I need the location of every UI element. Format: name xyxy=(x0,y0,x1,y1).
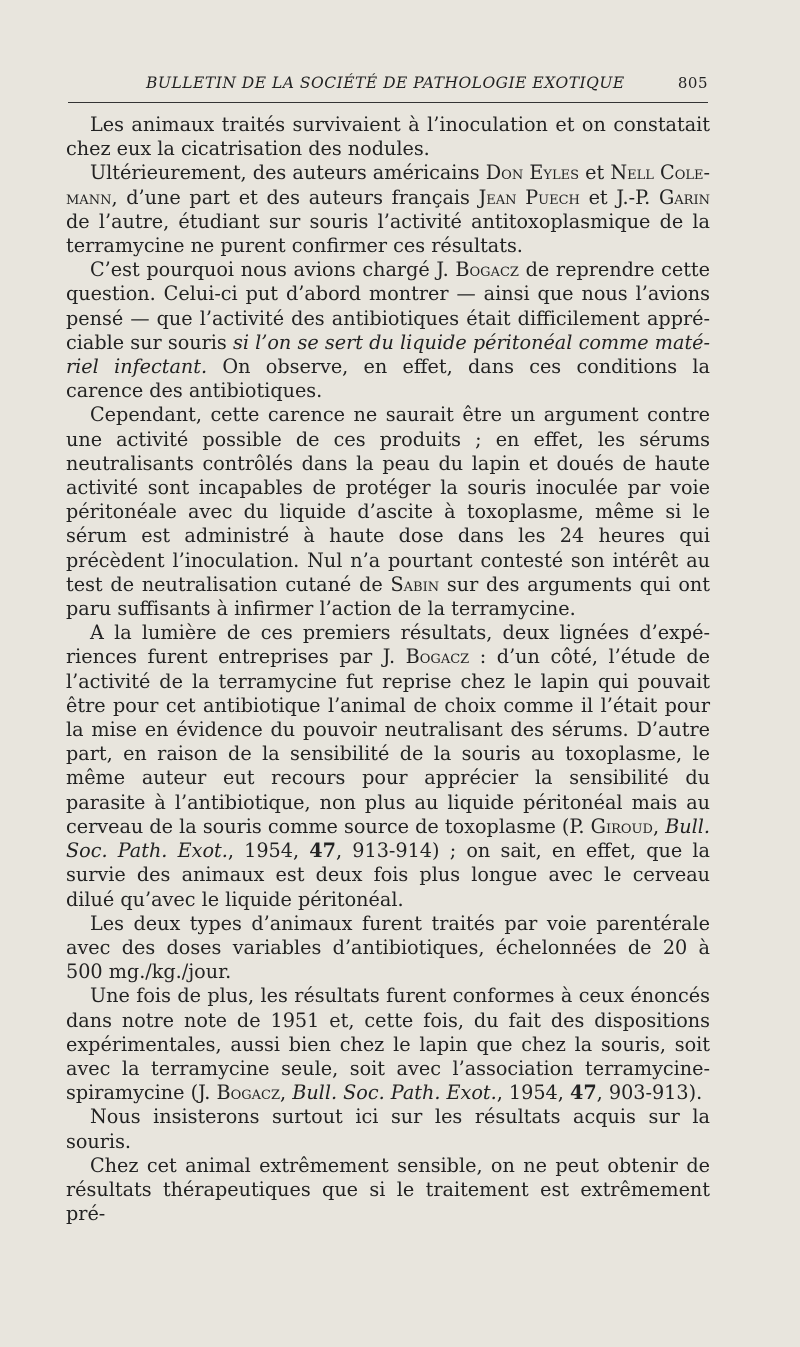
text-run: , 1954, xyxy=(496,1081,570,1105)
text-run: , d’une part et des auteurs français xyxy=(111,185,479,209)
journal-citation: Bull. Soc. Path. Exot. xyxy=(66,814,710,863)
author-name: Bogacz xyxy=(455,258,519,282)
text-run: et J.-P. xyxy=(579,185,659,209)
author-name: Garin xyxy=(658,185,710,209)
author-name: Sabin xyxy=(390,572,440,596)
text-run: et xyxy=(578,161,611,185)
text-run: sur des arguments qui ont paru suffisants à infirmer l’action de la terramycine. xyxy=(66,572,710,621)
journal-citation: Bull. Soc. Path. Exot. xyxy=(292,1081,497,1105)
paragraph-5 xyxy=(66,621,710,911)
paragraph-3 xyxy=(66,258,710,403)
article-body xyxy=(66,113,710,1226)
text-run: Ultérieurement, des auteurs américains xyxy=(90,161,486,185)
author-name: Giroud xyxy=(590,814,653,838)
paragraph-6: Les deux types d’animaux furent traités par voie parentérale avec des doses variables d’antibiotiques, échelonnées de 20 à 500 mg./kg./jour. xyxy=(66,911,710,984)
text-run: , 903-913). xyxy=(596,1081,703,1105)
paragraph-9: Chez cet animal extrêmement sensible, on ne peut obtenir de résultats thérapeutiques que si le traitement est extrêmement pré- xyxy=(66,1153,710,1226)
journal-title: BULLETIN DE LA SOCIÉTÉ DE PATHOLOGIE EXOTIQUE xyxy=(146,74,625,92)
text-run: C’est pourquoi nous avions chargé J. xyxy=(90,258,456,282)
header-rule xyxy=(68,102,708,103)
author-name: Don Eyles xyxy=(485,161,579,185)
paragraph-8: Nous insisterons surtout ici sur les résultats acquis sur la souris. xyxy=(66,1105,710,1153)
text-run: : d’un côté, l’étude de l’activité de la terramycine fut reprise chez le lapin qui pouvait être pour cet antibiotique l’animal de choix comme il l’était pour la mise en évidence du pouvoir neutralisant des sérums. D’autre part, en raison de la sensibilité de la souris au toxoplasme, le même auteur eut recours pour apprécier la sensibilité du parasite à l’antibiotique, non plus au liquide péritonéal mais au cerveau de la souris comme source de toxoplasme (P. xyxy=(66,645,710,838)
author-name: Bogacz xyxy=(405,645,470,669)
volume-number: 47 xyxy=(569,1081,597,1105)
text-run: Cependant, cette carence ne saurait être un argument contre une activité possible de ces produits ; en effet, les sérums neutralisants contrôlés dans la peau du lapin et doués de haute activité sont incapables de protéger la souris inoculée par voie péritonéale avec du liquide d’ascite à toxoplasme, même si le sérum est administré à haute dose dans les 24 heures qui précèdent l’inoculation. Nul n’a pourtant contesté son intérêt au test de neutralisation cutané de xyxy=(66,403,710,596)
paragraph-2 xyxy=(66,161,710,258)
text-run: de reprendre cette question. Celui-ci put d’abord montrer — ainsi que nous l’avions pensé — que l’activité des antibiotiques était difficilement appréciable sur souris xyxy=(66,258,710,354)
text-run: , 1954, xyxy=(227,839,310,863)
author-name: Bogacz xyxy=(216,1081,281,1105)
emphasis: si l’on se sert du liquide péritonéal comme matériel infectant. xyxy=(66,330,710,379)
paragraph-1: Les animaux traités survivaient à l’inoculation et on constatait chez eux la cicatrisation des nodules. xyxy=(66,113,710,161)
paragraph-7 xyxy=(66,984,710,1105)
text-run: , 913-914) ; on sait, en effet, que la survie des animaux est deux fois plus longue avec le cerveau dilué qu’avec le liquide péritonéal. xyxy=(66,839,710,911)
text-run: A la lumière de ces premiers résultats, deux lignées d’expériences furent entreprises par J. xyxy=(66,621,710,669)
paragraph-4 xyxy=(66,403,710,621)
running-header xyxy=(68,74,708,92)
text-run: , xyxy=(652,814,666,838)
text-run: Une fois de plus, les résultats furent conformes à ceux énoncés dans notre note de 1951 et, cette fois, du fait des dispositions expérimentales, aussi bien chez le lapin que chez la souris, soit avec la terramycine seule, soit avec l’association terramycine-spiramycine (J. xyxy=(66,984,710,1105)
page-number: 805 xyxy=(677,74,708,92)
text-run: , xyxy=(280,1081,293,1105)
author-name: Jean Puech xyxy=(478,185,580,209)
text-run: On observe, en effet, dans ces conditions la carence des antibiotiques. xyxy=(66,355,710,403)
text-run: de l’autre, étudiant sur souris l’activité antitoxoplasmique de la terramycine ne purent confirmer ces résultats. xyxy=(66,209,710,258)
author-name: Nell Colemann xyxy=(66,161,710,209)
volume-number: 47 xyxy=(309,839,336,863)
